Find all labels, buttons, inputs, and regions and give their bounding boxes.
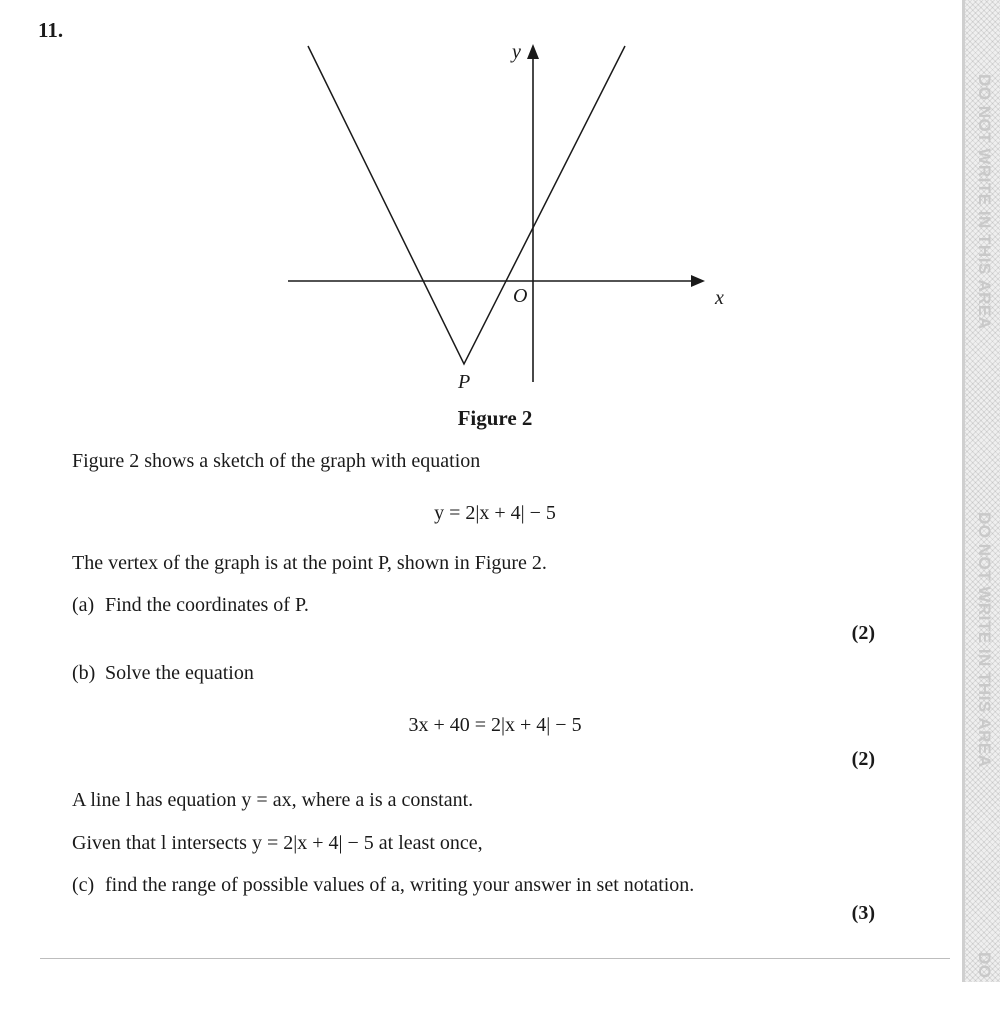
margin-warning-3: DO [975, 952, 994, 979]
margin-warning-1: DO NOT WRITE IN THIS AREA [975, 74, 994, 330]
line-l-sentence: A line l has equation y = ax, where a is a constant. [72, 789, 474, 811]
figure-caption: Figure 2 [457, 406, 533, 430]
x-axis-arrowhead [691, 275, 705, 287]
graph-curve [308, 46, 625, 364]
question-number: 11. [38, 18, 64, 42]
vertex-label: P [458, 371, 471, 393]
part-c-marks: (3) [851, 902, 875, 924]
part-b [72, 662, 254, 685]
x-axis-label: x [715, 287, 724, 309]
main-equation: y = 2|x + 4| − 5 [434, 502, 556, 524]
part-b-equation: 3x + 40 = 2|x + 4| − 5 [408, 714, 582, 736]
footer-rule [40, 958, 950, 959]
part-c-text: find the range of possible values of a, writing your answer in set notation. [105, 874, 695, 896]
part-a-label: (a) [72, 594, 95, 616]
intro-line-1: Figure 2 shows a sketch of the graph with equation [72, 450, 481, 472]
part-c [72, 874, 694, 897]
y-axis-arrowhead [527, 44, 539, 59]
part-a-text: Find the coordinates of P. [105, 594, 309, 616]
origin-label: O [513, 285, 528, 307]
y-axis-label: y [512, 41, 521, 63]
part-a [72, 594, 309, 617]
part-b-text: Solve the equation [105, 662, 254, 684]
part-a-marks: (2) [851, 622, 875, 644]
part-c-label: (c) [72, 874, 95, 896]
margin-warning-2: DO NOT WRITE IN THIS AREA [975, 512, 994, 768]
part-b-label: (b) [72, 662, 96, 684]
intersect-sentence: Given that l intersects y = 2|x + 4| − 5 at least once, [72, 832, 483, 854]
intro-line-2: The vertex of the graph is at the point P, shown in Figure 2. [72, 552, 547, 574]
part-b-marks: (2) [851, 748, 875, 770]
figure-2-graph [280, 36, 730, 396]
